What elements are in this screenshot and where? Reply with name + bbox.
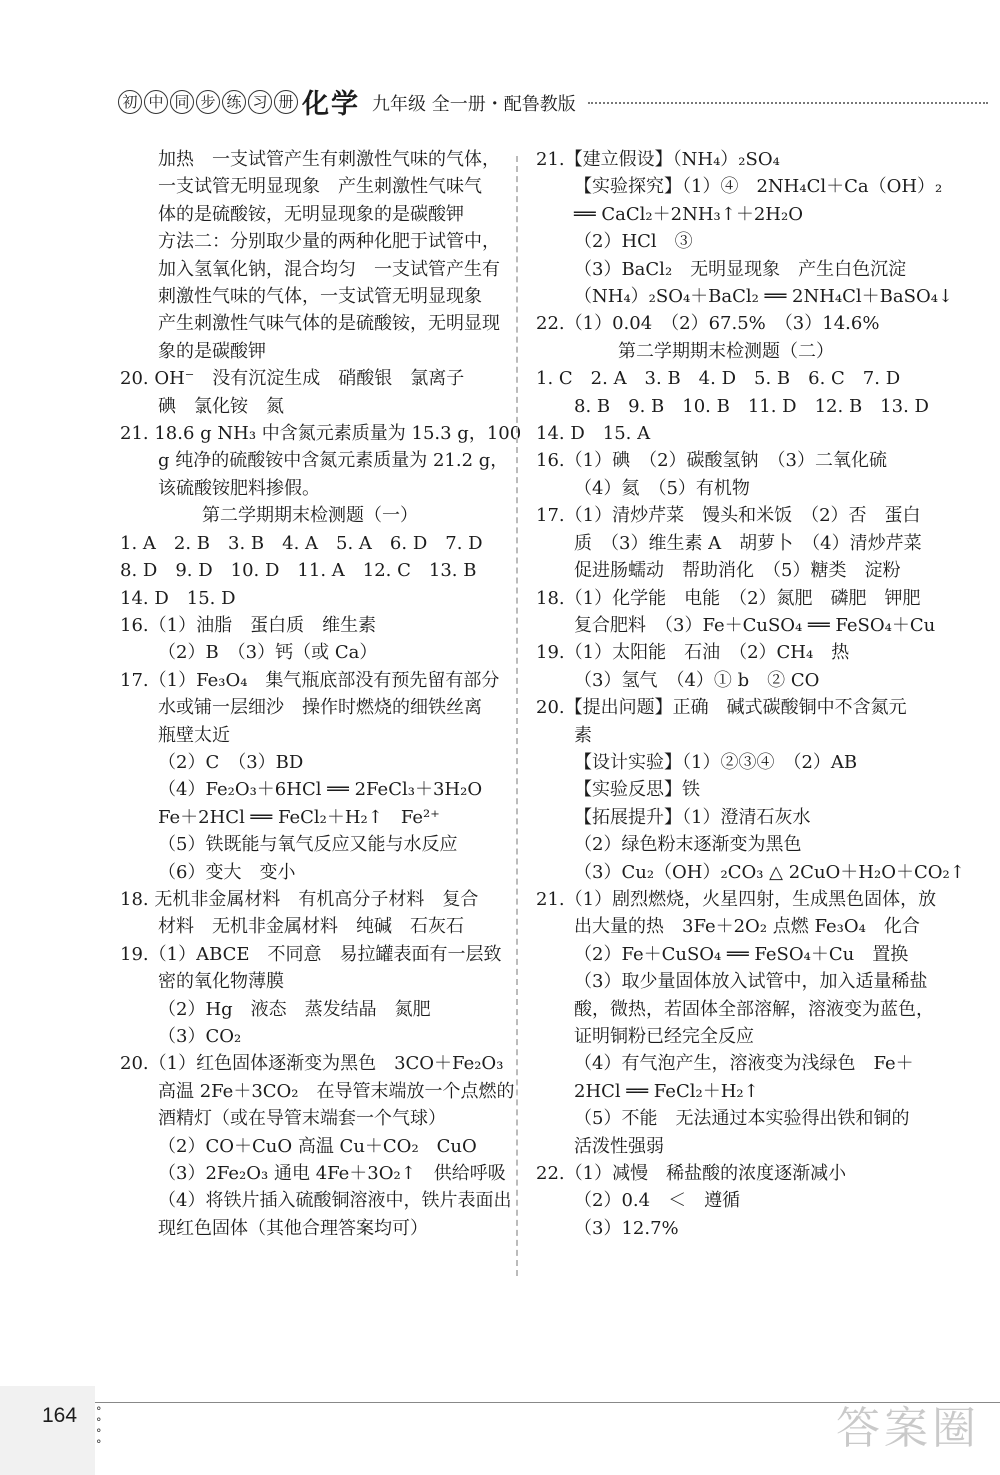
answer-line: （2）Hg 液态 蒸发结晶 氮肥 (158, 998, 431, 1020)
answer-line: g 纯净的硫酸铵中含氮元素质量为 21.2 g， (158, 450, 509, 472)
answer-line: （4）Fe₂O₃＋6HCl ══ 2FeCl₃＋3H₂O (158, 779, 483, 801)
answer-line: 象的是碳酸钾 (158, 340, 266, 362)
answer-line: 现红色固体（其他合理答案均可） (158, 1217, 428, 1239)
answer-line: 20.【提出问题】正确 碱式碳酸铜中不含氮元 (536, 697, 907, 719)
answer-line: 加入氢氧化钠，混合均匀 一支试管产生有 (158, 258, 500, 280)
answer-line: 22.（1）减慢 稀盐酸的浓度逐渐减小 (536, 1163, 847, 1185)
answer-line: 21.【建立假设】（NH₄）₂SO₄ (536, 149, 780, 170)
answer-line: 一支试管无明显现象 产生刺激性气味气 (158, 176, 482, 198)
answer-line: 8. D 9. D 10. D 11. A 12. C 13. B (120, 560, 477, 582)
section-title: 第二学期期末检测题（二） (618, 340, 834, 362)
answer-line: （2）C （3）BD (158, 751, 304, 773)
answer-line: 18. 无机非金属材料 有机高分子材料 复合 (120, 888, 479, 910)
column-divider (516, 156, 518, 1276)
left-answer-column (120, 146, 522, 1242)
answer-line: （3）CO₂ (158, 1026, 242, 1047)
answer-line: ══ CaCl₂＋2NH₃↑＋2H₂O (574, 203, 803, 225)
answer-line: （3）BaCl₂ 无明显现象 产生白色沉淀 (574, 258, 907, 280)
answer-line: 21. 18.6 g NH₃ 中含氮元素质量为 15.3 g，100 (120, 423, 522, 445)
answer-line: 17.（1）清炒芹菜 馒头和米饭 （2）否 蛋白 (536, 505, 921, 527)
footer-tab (0, 1386, 95, 1475)
answer-line: （6）变大 变小 (158, 861, 296, 883)
answer-line: 质 （3）维生素 A 胡萝卜 （4）清炒芹菜 (574, 532, 922, 554)
answer-line: 复合肥料 （3）Fe＋CuSO₄ ══ FeSO₄＋Cu (574, 614, 936, 636)
answer-line: 【实验反思】铁 (574, 779, 700, 801)
answer-line: 21.（1）剧烈燃烧，火星四射，生成黑色固体，放 (536, 888, 937, 910)
series-char: 初 (118, 90, 142, 114)
answer-line: 酸，微热，若固体全部溶解，溶液变为蓝色， (574, 998, 934, 1020)
series-char: 同 (170, 90, 194, 114)
answer-line: 2HCl ══ FeCl₂＋H₂↑ (574, 1080, 759, 1102)
answer-line: 22.（1）0.04 （2）67.5% （3）14.6% (536, 313, 880, 335)
answer-line: 20. OH⁻ 没有沉淀生成 硝酸银 氯离子 (120, 368, 465, 390)
answer-line: 密的氧化物薄膜 (158, 971, 284, 993)
answer-line: 碘 氯化铵 氮 (158, 395, 284, 417)
answer-line: 16.（1）碘 （2）碳酸氢钠 （3）二氧化硫 (536, 450, 887, 472)
answer-line: 16.（1）油脂 蛋白质 维生素 (120, 614, 377, 636)
answer-line: （5）铁既能与氧气反应又能与水反应 (158, 834, 458, 856)
answer-line: 1. C 2. A 3. B 4. D 5. B 6. C 7. D (536, 368, 901, 390)
answer-line: （2）B （3）钙（或 Ca） (158, 642, 378, 664)
answer-line: 产生刺激性气味气体的是硫酸铵，无明显现 (158, 313, 500, 335)
answer-line: 高温 2Fe＋3CO₂ 在导管末端放一个点燃的 (158, 1080, 515, 1102)
answer-line: 材料 无机非金属材料 纯碱 石灰石 (158, 916, 464, 938)
answer-line: 1. A 2. B 3. B 4. A 5. A 6. D 7. D (120, 532, 483, 554)
right-answer-column (536, 146, 965, 1242)
subject-title: 化学 (302, 89, 360, 120)
answer-line: 出大量的热 3Fe＋2O₂ 点燃 Fe₃O₄ 化合 (574, 916, 920, 938)
answer-line: （2）绿色粉末逐渐变为黑色 (574, 834, 802, 856)
answer-line: 【设计实验】（1）②③④ （2）AB (574, 751, 858, 773)
answer-line: 促进肠蠕动 帮助消化 （5）糖类 淀粉 (574, 560, 901, 582)
series-char: 册 (274, 90, 298, 114)
answer-line: 20.（1）红色固体逐渐变为黑色 3CO＋Fe₂O₃ (120, 1053, 504, 1075)
answer-line: 该硫酸铵肥料掺假。 (158, 477, 320, 499)
answer-line: 瓶壁太近 (158, 724, 230, 746)
answer-line: （3）2Fe₂O₃ 通电 4Fe＋3O₂↑ 供给呼吸 (158, 1163, 506, 1185)
answer-line: （NH₄）₂SO₄＋BaCl₂ ══ 2NH₄Cl＋BaSO₄↓ (574, 286, 953, 308)
answer-line: （3）Cu₂（OH）₂CO₃ △ 2CuO＋H₂O＋CO₂↑ (574, 861, 965, 883)
answer-line: 19.（1）太阳能 石油 （2）CH₄ 热 (536, 642, 850, 664)
answer-line: （4）氦 （5）有机物 (574, 477, 750, 499)
answer-line: （2）HCl ③ (574, 231, 693, 253)
answer-line: （2）0.4 ＜ 遵循 (574, 1190, 741, 1212)
answer-line: 水或铺一层细沙 操作时燃烧的细铁丝离 (158, 697, 482, 719)
answer-line: 14. D 15. D (120, 587, 236, 609)
page-header (118, 86, 988, 126)
header-dotted-rule (588, 102, 988, 104)
answer-line: 素 (574, 724, 592, 746)
answer-line: （4）将铁片插入硫酸铜溶液中，铁片表面出 (158, 1190, 512, 1212)
series-title (118, 90, 298, 114)
page-number: 164 (42, 1404, 78, 1427)
answer-line: 体的是硫酸铵，无明显现象的是碳酸钾 (158, 203, 464, 225)
answer-line: 19.（1）ABCE 不同意 易拉罐表面有一层致 (120, 943, 502, 965)
series-char: 中 (144, 90, 168, 114)
answer-line: 【实验探究】（1）④ 2NH₄Cl＋Ca（OH）₂ (574, 176, 943, 198)
answer-line: 【拓展提升】（1）澄清石灰水 (574, 806, 811, 828)
answer-line: （5）不能 无法通过本实验得出铁和铜的 (574, 1108, 910, 1130)
answer-line: 加热 一支试管产生有刺激性气味的气体， (158, 149, 500, 170)
answer-line: 刺激性气味的气体，一支试管无明显现象 (158, 286, 482, 308)
answer-line: 14. D 15. A (536, 423, 651, 445)
answer-line: （4）有气泡产生，溶液变为浅绿色 Fe＋ (574, 1053, 914, 1075)
watermark-logo: 答案圈 (836, 1404, 980, 1453)
answer-line: （2）Fe＋CuSO₄ ══ FeSO₄＋Cu 置换 (574, 943, 909, 965)
answer-line: 8. B 9. B 10. B 11. D 12. B 13. D (574, 395, 929, 417)
answer-line: （3）取少量固体放入试管中，加入适量稀盐 (574, 971, 928, 993)
answer-line: 证明铜粉已经完全反应 (574, 1026, 754, 1047)
answer-line: 酒精灯（或在导管末端套一个气球） (158, 1108, 446, 1130)
series-char: 步 (196, 90, 220, 114)
answer-line: 17.（1）Fe₃O₄ 集气瓶底部没有预先留有部分 (120, 669, 500, 691)
footer-dots-decoration: ° ° ° ° (96, 1405, 102, 1451)
answer-line: 方法二：分别取少量的两种化肥于试管中， (158, 231, 500, 253)
answer-line: （2）CO＋CuO 高温 Cu＋CO₂ CuO (158, 1135, 477, 1157)
section-title: 第二学期期末检测题（一） (202, 505, 418, 527)
series-char: 练 (222, 90, 246, 114)
answer-line: Fe＋2HCl ══ FeCl₂＋H₂↑ Fe²⁺ (158, 806, 440, 828)
series-char: 习 (248, 90, 272, 114)
answer-line: （3）12.7% (574, 1217, 679, 1239)
edition-label: 九年级 全一册・配鲁教版 (372, 94, 576, 115)
answer-line: 18.（1）化学能 电能 （2）氮肥 磷肥 钾肥 (536, 587, 921, 609)
answer-line: （3）氢气 （4）① b ② CO (574, 669, 820, 691)
answer-line: 活泼性强弱 (574, 1135, 664, 1157)
